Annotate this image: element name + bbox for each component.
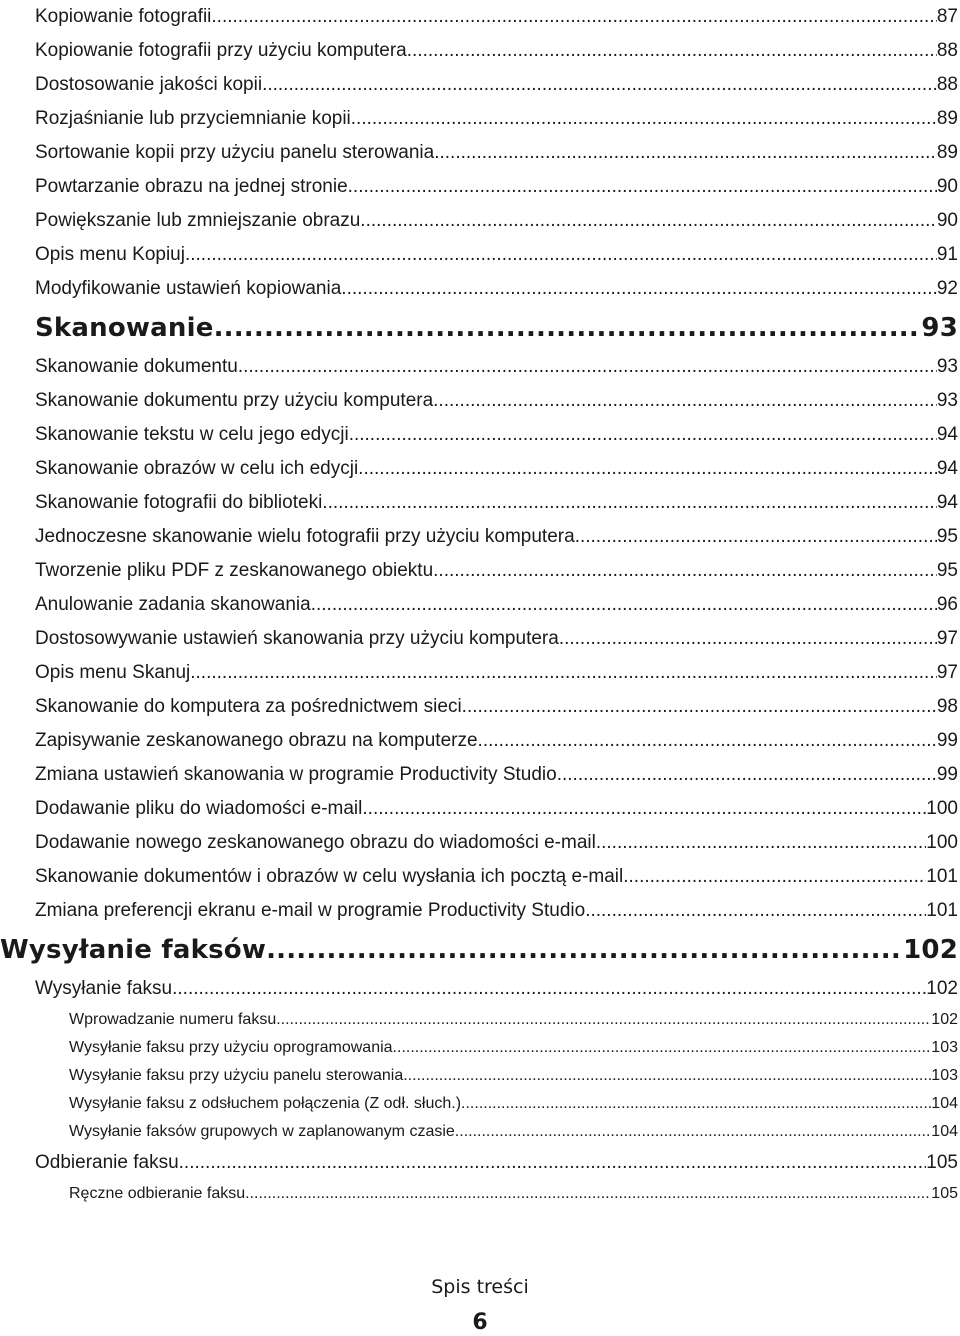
entry-title: Rozjaśnianie lub przyciemnianie kopii [35, 108, 351, 129]
toc-entry [35, 520, 958, 554]
dot-leader [362, 792, 926, 826]
toc-entry [35, 588, 958, 622]
toc-entry [35, 758, 958, 792]
dot-leader [262, 68, 937, 102]
entry-title: Dodawanie nowego zeskanowanego obrazu do wiadomości e-mail [35, 832, 596, 853]
entry-title: Skanowanie tekstu w celu jego edycji [35, 424, 349, 445]
entry-title: Sortowanie kopii przy użyciu panelu sterowania [35, 142, 435, 163]
entry-title: Ręczne odbieranie faksu [69, 1185, 246, 1202]
toc-entry-send-fax [35, 972, 958, 1006]
dot-leader [349, 418, 937, 452]
entry-title: Opis menu Kopiuj [35, 244, 185, 265]
toc-entry [35, 34, 958, 68]
dot-leader [478, 724, 937, 758]
entry-title: Dostosowanie jakości kopii [35, 74, 263, 95]
toc-entry [35, 1006, 958, 1034]
dot-leader [433, 384, 937, 418]
toc-section-scan [35, 350, 958, 928]
dot-leader [585, 894, 926, 928]
entry-title: Skanowanie dokumentu przy użyciu komputera [35, 390, 434, 411]
entry-page: 103 [931, 1067, 958, 1084]
entry-title: Opis menu Skanuj [35, 662, 191, 683]
entry-page: 95 [936, 526, 958, 547]
dot-leader [575, 520, 937, 554]
dot-leader [403, 1062, 931, 1090]
entry-page: 105 [926, 1152, 958, 1173]
entry-title: Skanowanie fotografii do biblioteki [35, 492, 323, 513]
entry-title: Skanowanie do komputera za pośrednictwem sieci [35, 696, 462, 717]
entry-page: 104 [931, 1095, 958, 1112]
toc-entry [35, 554, 958, 588]
entry-page: 95 [936, 560, 958, 581]
toc-entry [35, 1034, 958, 1062]
dot-leader [461, 1090, 931, 1118]
entry-page: 88 [936, 74, 958, 95]
dot-leader [348, 170, 937, 204]
dot-leader [341, 272, 937, 306]
toc-entry [35, 860, 958, 894]
entry-page: 97 [936, 628, 958, 649]
entry-page: 93 [936, 356, 958, 377]
dot-leader [179, 1146, 927, 1180]
entry-title: Zmiana ustawień skanowania w programie Productivity Studio [35, 764, 557, 785]
dot-leader [596, 826, 926, 860]
entry-page: 101 [926, 866, 958, 887]
dot-leader [360, 204, 937, 238]
toc-entry [35, 792, 958, 826]
toc-entry [35, 170, 958, 204]
dot-leader [311, 588, 937, 622]
entry-page: 92 [936, 278, 958, 299]
entry-page: 104 [931, 1123, 958, 1140]
entry-title: Modyfikowanie ustawień kopiowania [35, 278, 342, 299]
dot-leader [172, 972, 926, 1006]
chapter-page: 102 [903, 935, 958, 965]
entry-title: Tworzenie pliku PDF z zeskanowanego obiektu [35, 560, 434, 581]
entry-title: Dostosowywanie ustawień skanowania przy użyciu komputera [35, 628, 559, 649]
chapter-title: Wysyłanie faksów [0, 935, 267, 965]
dot-leader [245, 1180, 931, 1208]
dot-leader [276, 1006, 931, 1034]
entry-page: 100 [926, 832, 958, 853]
entry-title: Zmiana preferencji ekranu e-mail w programie Productivity Studio [35, 900, 586, 921]
dot-leader [351, 102, 937, 136]
dot-leader [322, 486, 937, 520]
toc-entry [35, 486, 958, 520]
toc-subsection-send-fax [35, 1006, 958, 1146]
entry-page: 99 [936, 730, 958, 751]
toc-entry [35, 690, 958, 724]
toc-section-copy [35, 0, 958, 306]
toc-chapter-scan [35, 306, 958, 350]
dot-leader [358, 452, 937, 486]
entry-title: Dodawanie pliku do wiadomości e-mail [35, 798, 363, 819]
entry-title: Wprowadzanie numeru faksu [69, 1011, 277, 1028]
toc-entry [35, 452, 958, 486]
entry-page: 94 [936, 424, 958, 445]
toc-entry [35, 350, 958, 384]
chapter-title: Skanowanie [35, 313, 214, 343]
entry-page: 96 [936, 594, 958, 615]
entry-page: 102 [926, 978, 958, 999]
entry-page: 89 [936, 142, 958, 163]
entry-title: Anulowanie zadania skanowania [35, 594, 311, 615]
entry-page: 105 [931, 1185, 958, 1202]
entry-page: 99 [936, 764, 958, 785]
toc-entry [35, 656, 958, 690]
toc-entry [35, 204, 958, 238]
dot-leader [214, 306, 922, 350]
entry-title: Wysyłanie faksu [35, 978, 173, 999]
entry-title: Zapisywanie zeskanowanego obrazu na komputerze [35, 730, 478, 751]
dot-leader [393, 1034, 932, 1062]
toc-entry [35, 68, 958, 102]
dot-leader [238, 350, 937, 384]
entry-page: 91 [936, 244, 958, 265]
dot-leader [185, 238, 937, 272]
dot-leader [211, 0, 936, 34]
footer-page-number: 6 [472, 1310, 488, 1335]
dot-leader [623, 860, 926, 894]
toc-entry [35, 1062, 958, 1090]
dot-leader [190, 656, 937, 690]
entry-page: 87 [936, 6, 958, 27]
toc-entry [35, 622, 958, 656]
entry-page: 94 [936, 492, 958, 513]
toc-entry [35, 102, 958, 136]
toc-subsection-receive-fax [35, 1180, 958, 1208]
toc-entry [35, 384, 958, 418]
entry-page: 103 [931, 1039, 958, 1056]
dot-leader [559, 622, 937, 656]
dot-leader [433, 554, 937, 588]
entry-page: 94 [936, 458, 958, 479]
entry-page: 93 [936, 390, 958, 411]
entry-title: Wysyłanie faksu przy użyciu panelu sterowania [69, 1067, 404, 1084]
toc-entry [35, 1180, 958, 1208]
entry-page: 100 [926, 798, 958, 819]
entry-title: Skanowanie dokumentu [35, 356, 238, 377]
entry-title: Odbieranie faksu [35, 1152, 179, 1173]
dot-leader [462, 690, 937, 724]
entry-page: 89 [936, 108, 958, 129]
toc-chapter-fax [0, 928, 958, 972]
entry-page: 90 [936, 176, 958, 197]
toc-entry [35, 1118, 958, 1146]
entry-page: 101 [926, 900, 958, 921]
toc-entry [35, 0, 958, 34]
toc-entry [35, 1090, 958, 1118]
footer-section-label: Spis treści [431, 1276, 529, 1298]
entry-title: Powiększanie lub zmniejszanie obrazu [35, 210, 361, 231]
entry-title: Skanowanie obrazów w celu ich edycji [35, 458, 359, 479]
entry-page: 98 [936, 696, 958, 717]
entry-page: 97 [936, 662, 958, 683]
toc-entry [35, 272, 958, 306]
entry-title: Jednoczesne skanowanie wielu fotografii przy użyciu komputera [35, 526, 575, 547]
entry-title: Powtarzanie obrazu na jednej stronie [35, 176, 348, 197]
chapter-page: 93 [921, 313, 958, 343]
toc-entry [35, 724, 958, 758]
toc-entry [35, 826, 958, 860]
entry-page: 102 [931, 1011, 958, 1028]
toc-entry [35, 894, 958, 928]
entry-title: Wysyłanie faksu przy użyciu oprogramowania [69, 1039, 393, 1056]
toc-entry [35, 238, 958, 272]
entry-page: 88 [936, 40, 958, 61]
dot-leader [434, 136, 937, 170]
entry-title: Kopiowanie fotografii przy użyciu komputera [35, 40, 407, 61]
entry-title: Wysyłanie faksu z odsłuchem połączenia (Z odł. słuch.) [69, 1095, 462, 1112]
entry-title: Wysyłanie faksów grupowych w zaplanowanym czasie [69, 1123, 455, 1140]
entry-title: Kopiowanie fotografii [35, 6, 212, 27]
toc-entry [35, 136, 958, 170]
toc-entry-receive-fax [35, 1146, 958, 1180]
dot-leader [266, 928, 903, 972]
entry-page: 90 [936, 210, 958, 231]
toc-entry [35, 418, 958, 452]
entry-title: Skanowanie dokumentów i obrazów w celu wysłania ich pocztą e-mail [35, 866, 624, 887]
dot-leader [407, 34, 937, 68]
dot-leader [557, 758, 937, 792]
dot-leader [455, 1118, 932, 1146]
